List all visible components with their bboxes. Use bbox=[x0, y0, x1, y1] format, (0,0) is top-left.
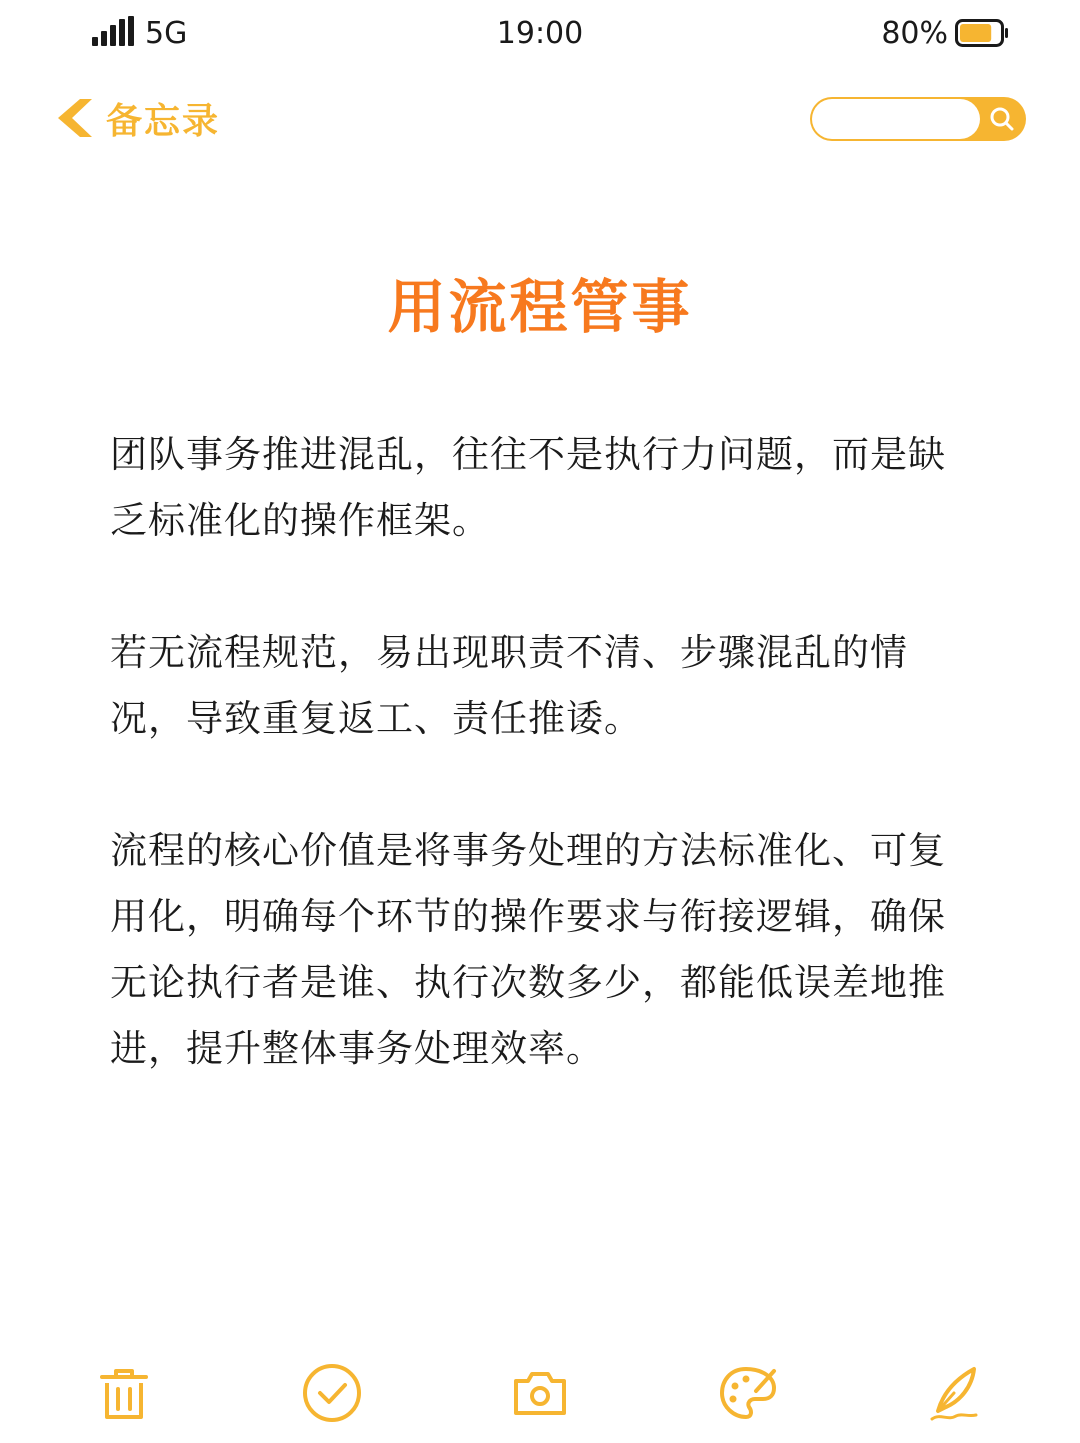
network-type: 5G bbox=[145, 16, 188, 51]
battery-percentage: 80% bbox=[881, 16, 948, 51]
chevron-left-icon bbox=[52, 97, 102, 139]
battery-level-fill bbox=[960, 24, 991, 42]
check-circle-icon bbox=[300, 1361, 364, 1425]
bottom-toolbar bbox=[0, 1355, 1080, 1435]
status-time: 19:00 bbox=[496, 16, 584, 51]
camera-icon bbox=[508, 1361, 572, 1425]
style-button[interactable] bbox=[716, 1361, 780, 1425]
checklist-button[interactable] bbox=[300, 1361, 364, 1425]
battery-icon bbox=[955, 19, 1009, 47]
note-paragraph: 若无流程规范，易出现职责不清、步骤混乱的情况，导致重复返工、责任推诿。 bbox=[110, 631, 908, 740]
trash-icon bbox=[92, 1361, 156, 1425]
search-icon[interactable] bbox=[986, 103, 1018, 135]
note-paragraph: 团队事务推进混乱，往往不是执行力问题，而是缺乏标准化的操作框架。 bbox=[110, 433, 946, 542]
back-label: 备忘录 bbox=[106, 100, 221, 142]
back-button[interactable] bbox=[52, 94, 220, 142]
note-title: 用流程管事 bbox=[387, 273, 693, 341]
note-body[interactable] bbox=[110, 422, 960, 1148]
note-paragraph: 流程的核心价值是将事务处理的方法标准化、可复用化，明确每个环节的操作要求与衔接逻辑，确保无论执行者是谁、执行次数多少，都能低误差地推进，提升整体事务处理效率。 bbox=[110, 829, 946, 1070]
delete-button[interactable] bbox=[92, 1361, 156, 1425]
nav-bar bbox=[0, 80, 1080, 160]
palette-icon bbox=[716, 1361, 780, 1425]
search-input[interactable] bbox=[812, 99, 980, 139]
camera-button[interactable] bbox=[508, 1361, 572, 1425]
search-box bbox=[810, 97, 1026, 141]
status-bar bbox=[0, 0, 1080, 70]
pen-icon bbox=[924, 1361, 988, 1425]
handwriting-button[interactable] bbox=[924, 1361, 988, 1425]
